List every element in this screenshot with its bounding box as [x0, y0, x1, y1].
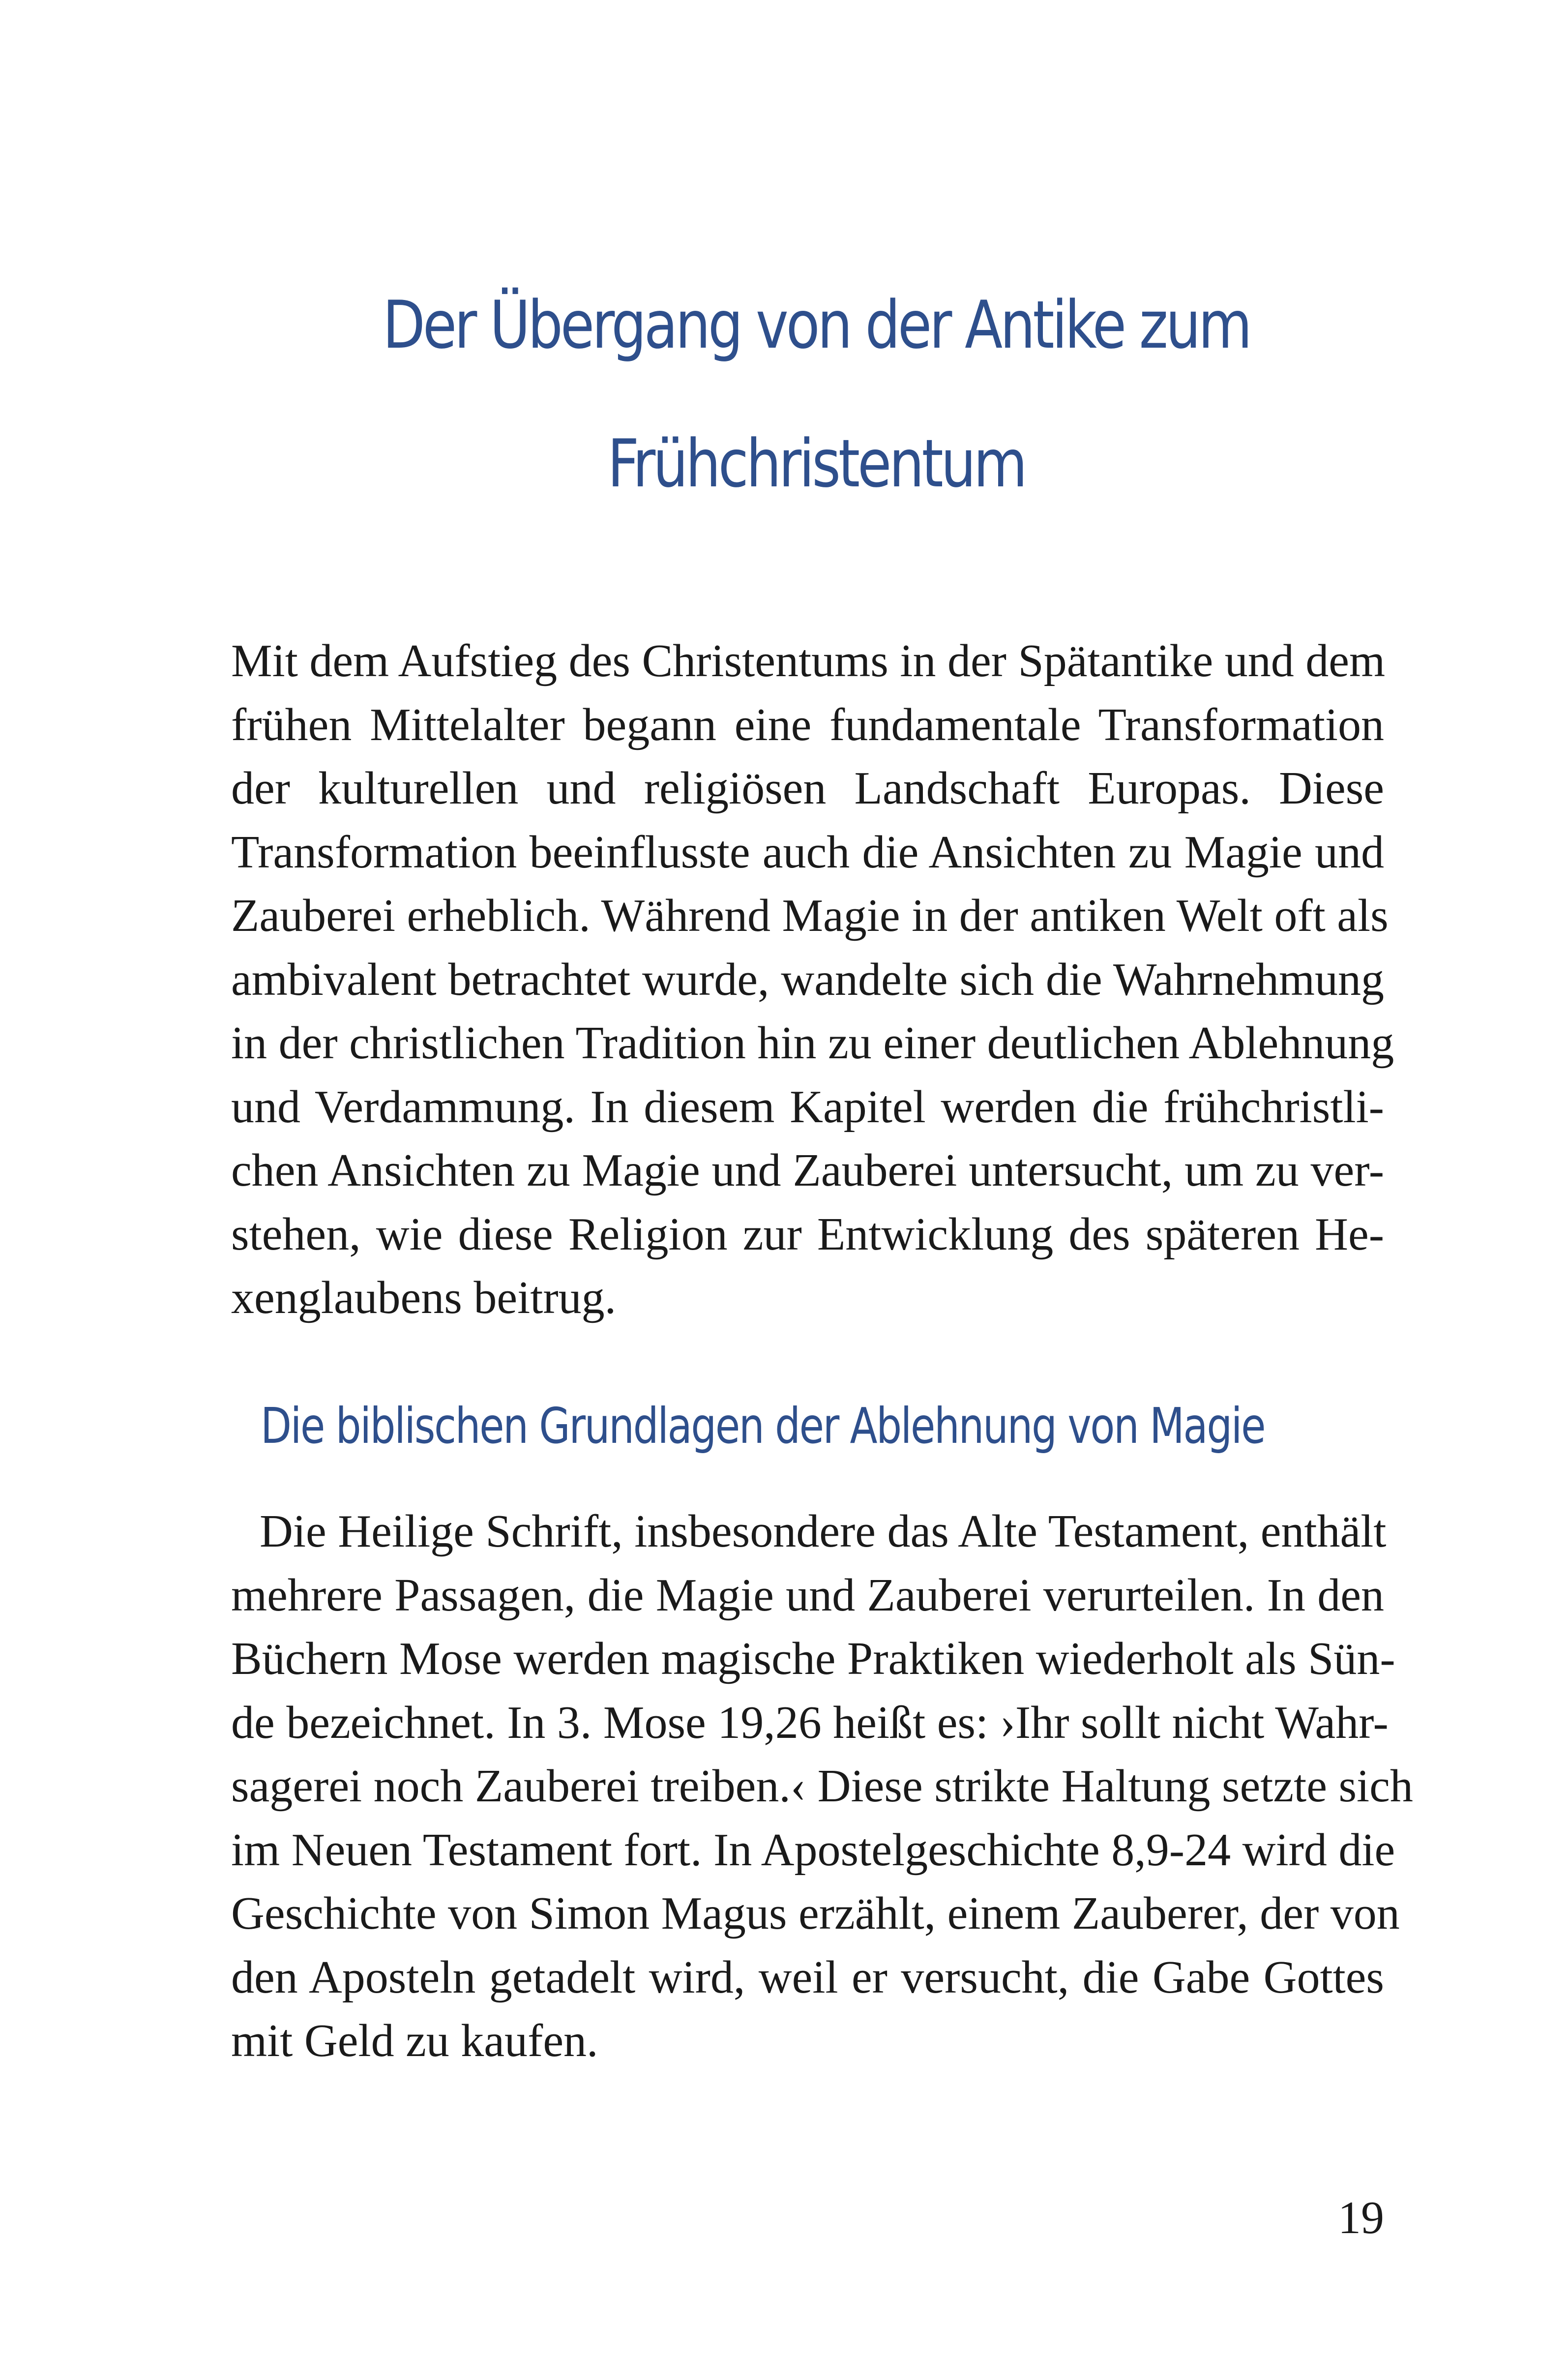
intro-line: frühen Mittelalter begann eine fundamentale Transformation — [231, 699, 1384, 750]
intro-line: und Verdammung. In diesem Kapitel werden die frühchristli- — [231, 1081, 1384, 1133]
section-paragraph — [231, 1500, 1413, 2073]
intro-line: Mit dem Aufstieg des Christentums in der Spätantike und dem — [231, 635, 1386, 687]
section-line: mit Geld zu kaufen. — [231, 2015, 598, 2066]
intro-line: in der christlichen Tradition hin zu einer deutlichen Ablehnung — [231, 1017, 1394, 1069]
section-heading: Die biblischen Grundlagen der Ablehnung von Magie — [261, 1397, 1265, 1455]
section-line: im Neuen Testament fort. In Apostelgeschichte 8,9-24 wird die — [231, 1824, 1395, 1876]
section-line: Büchern Mose werden magische Praktiken wiederholt als Sün- — [231, 1633, 1395, 1684]
intro-line: ambivalent betrachtet wurde, wandelte sich die Wahrnehmung — [231, 954, 1384, 1005]
intro-paragraph — [231, 629, 1394, 1330]
intro-line: chen Ansichten zu Magie und Zauberei untersucht, um zu ver- — [231, 1145, 1384, 1196]
intro-line: der kulturellen und religiösen Landschaft Europas. Diese — [231, 763, 1384, 814]
section-line: sagerei noch Zauberei treiben.‹ Diese strikte Haltung setzte sich — [231, 1761, 1413, 1812]
section-line: mehrere Passagen, die Magie und Zauberei verurteilen. In den — [231, 1569, 1384, 1621]
section-line: den Aposteln getadelt wird, weil er versucht, die Gabe Gottes — [231, 1951, 1384, 2003]
intro-line: xenglaubens beitrug. — [231, 1272, 617, 1323]
intro-line: stehen, wie diese Religion zur Entwicklung des späteren He- — [231, 1208, 1384, 1260]
section-line: Geschichte von Simon Magus erzählt, einem Zauberer, der von — [231, 1888, 1400, 1939]
page-number: 19 — [1338, 2192, 1384, 2243]
chapter-title — [325, 256, 1307, 533]
chapter-title-line-2: Frühchristentum — [607, 425, 1025, 502]
chapter-title-line-1: Der Übergang von der Antike zum — [383, 287, 1250, 363]
intro-line: Zauberei erheblich. Während Magie in der antiken Welt oft als — [231, 890, 1389, 941]
intro-line: Transformation beeinflusste auch die Ansichten zu Magie und — [231, 826, 1384, 878]
section-line: Die Heilige Schrift, insbesondere das Alte Testament, enthält — [260, 1506, 1387, 1557]
section-line: de bezeichnet. In 3. Mose 19,26 heißt es: ›Ihr sollt nicht Wahr- — [231, 1697, 1389, 1748]
